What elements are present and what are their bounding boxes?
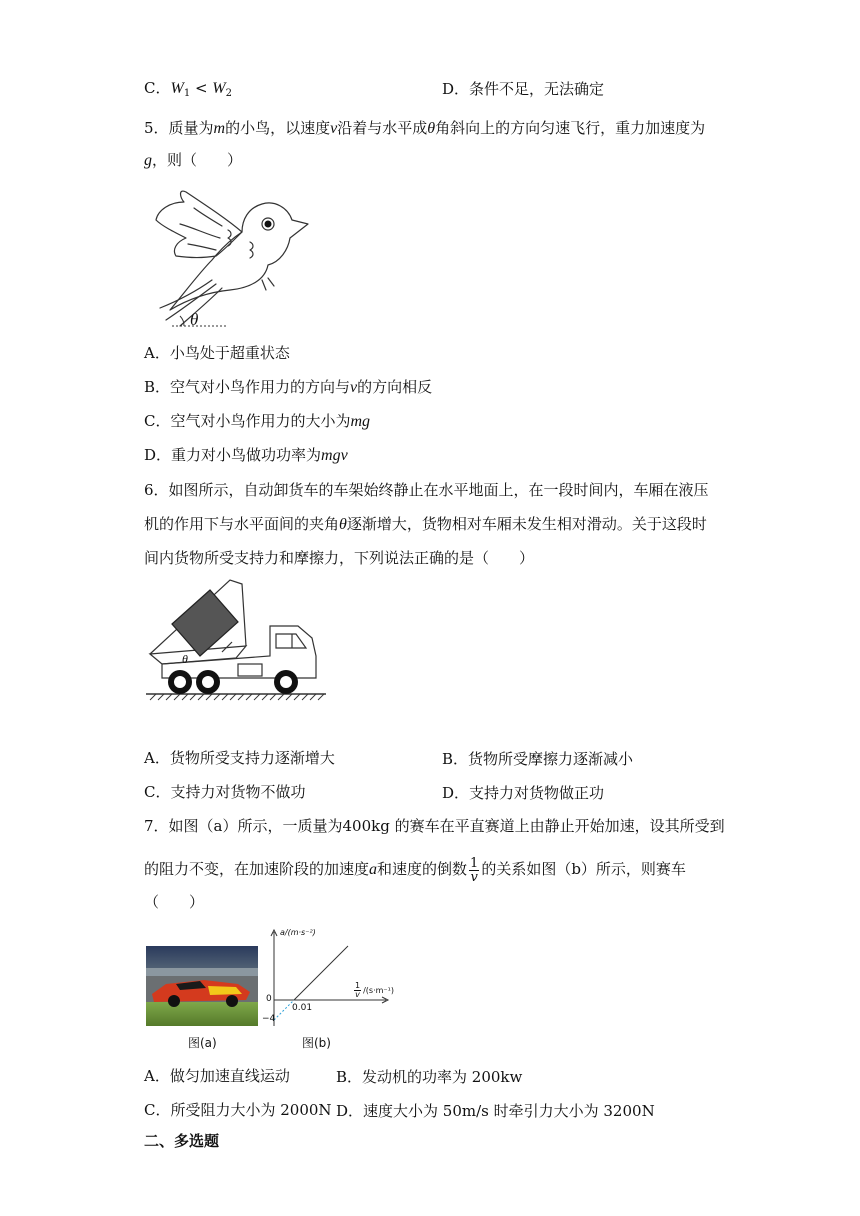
- q7-stem-line2: 的阻力不变，在加速阶段的加速度a和速度的倒数 $\frac{1}{v}$ 的关系如图（b）所示，则赛车: [144, 855, 686, 885]
- q5-stem-line1: 5．质量为m的小鸟，以速度v沿着与水平成θ角斜向上的方向匀速飞行，重力加速度为: [144, 119, 706, 137]
- q7-figure-a-caption: 图(a): [188, 1036, 217, 1050]
- q7-option-d: D．速度大小为 50m/s 时牵引力大小为 3200N: [336, 1102, 655, 1120]
- q6-stem-line3: 间内货物所受支持力和摩擦力，下列说法正确的是（ ）: [144, 549, 535, 567]
- q7-stem-line3: （ ）: [144, 893, 205, 911]
- section-heading-multiple-choice: 二、多选题: [144, 1132, 220, 1150]
- q7-option-b: B．发动机的功率为 200kw: [336, 1068, 523, 1086]
- q7-graph-y-tick: −4: [262, 1014, 276, 1024]
- q6-option-b: B．货物所受摩擦力逐渐减小: [442, 750, 634, 768]
- q7-option-c: C．所受阻力大小为 2000N: [144, 1101, 332, 1119]
- q5-option-a: A．小鸟处于超重状态: [144, 344, 290, 362]
- q7-graph-origin-label: 0: [266, 994, 272, 1004]
- q7-graph-y-label: a/(m·s⁻²): [280, 928, 316, 937]
- q4-option-c: C．$W_1 < W_2$: [144, 79, 232, 99]
- q6-stem-line1: 6．如图所示，自动卸货车的车架始终静止在水平地面上，在一段时间内，车厢在液压: [144, 481, 709, 499]
- q7-option-a: A．做匀加速直线运动: [144, 1067, 290, 1085]
- q6-figure-theta-label: θ: [182, 652, 188, 666]
- q7-figure-b-caption: 图(b): [302, 1036, 331, 1050]
- q6-option-d: D．支持力对货物做正功: [442, 784, 605, 802]
- q5-option-d: D．重力对小鸟做功功率为mgv: [144, 446, 348, 464]
- q5-option-b: B．空气对小鸟作用力的方向与v的方向相反: [144, 378, 433, 396]
- q6-stem-line2: 机的作用下与水平面间的夹角θ逐渐增大，货物相对车厢未发生相对滑动。关于这段时: [144, 515, 707, 533]
- q7-a-vs-inverse-v-graph: [262, 926, 402, 1034]
- q7-stem-line1: 7．如图（a）所示，一质量为400kg 的赛车在平直赛道上由静止开始加速，设其所受到: [144, 817, 725, 835]
- q6-dump-truck-figure: [146, 578, 326, 704]
- q7-graph-x-tick: 0.01: [292, 1003, 313, 1013]
- q5-bird-figure: [150, 180, 320, 330]
- q7-reciprocal-fraction: $\frac{1}{v}$: [470, 855, 479, 885]
- q6-option-c: C．支持力对货物不做功: [144, 783, 306, 801]
- q4-option-d: D．条件不足，无法确定: [442, 80, 605, 98]
- q5-option-c: C．空气对小鸟作用力的大小为mg: [144, 412, 371, 430]
- q7-race-car-photo: [146, 946, 258, 1026]
- q5-figure-theta-label: θ: [190, 310, 199, 329]
- q5-stem-line2: g，则（ ）: [144, 151, 243, 169]
- q7-graph-x-label: $\frac{1}{v}$ /(s·m⁻¹): [355, 981, 394, 999]
- q6-option-a: A．货物所受支持力逐渐增大: [144, 749, 335, 767]
